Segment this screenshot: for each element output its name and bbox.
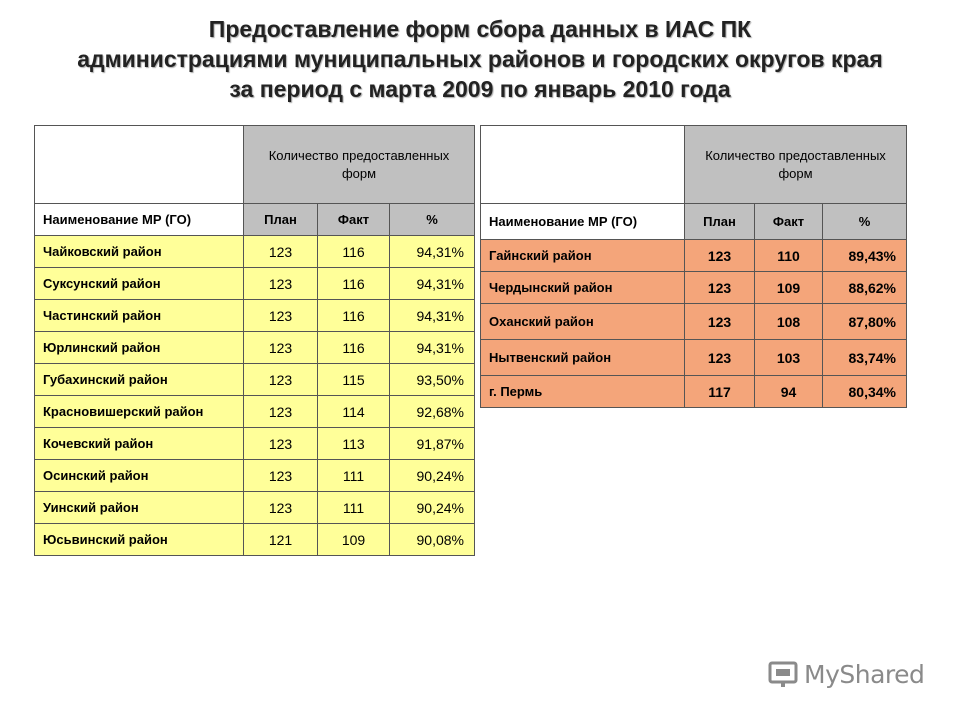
title-line-1: Предоставление форм сбора данных в ИАС ПК xyxy=(208,16,752,42)
fact-value: 113 xyxy=(318,428,390,460)
fact-value: 116 xyxy=(318,236,390,268)
percent-value: 80,34% xyxy=(823,376,907,408)
header-fact: Факт xyxy=(755,204,823,240)
table-row xyxy=(35,332,475,364)
plan-value: 123 xyxy=(244,268,318,300)
table-row xyxy=(481,272,907,304)
percent-value: 90,08% xyxy=(390,524,475,556)
district-name: Юрлинский район xyxy=(35,332,244,364)
district-name: Уинский район xyxy=(35,492,244,524)
table-row xyxy=(35,396,475,428)
header-percent: % xyxy=(823,204,907,240)
fact-value: 103 xyxy=(755,340,823,376)
district-name: Юсьвинский район xyxy=(35,524,244,556)
plan-value: 117 xyxy=(685,376,755,408)
percent-value: 90,24% xyxy=(390,460,475,492)
percent-value: 92,68% xyxy=(390,396,475,428)
plan-value: 123 xyxy=(685,272,755,304)
percent-value: 94,31% xyxy=(390,268,475,300)
district-name: Чайковский район xyxy=(35,236,244,268)
fact-value: 114 xyxy=(318,396,390,428)
percent-value: 89,43% xyxy=(823,240,907,272)
plan-value: 123 xyxy=(244,300,318,332)
percent-value: 94,31% xyxy=(390,332,475,364)
presentation-icon xyxy=(768,659,798,689)
table-row xyxy=(35,492,475,524)
district-name: Частинский район xyxy=(35,300,244,332)
plan-value: 123 xyxy=(244,396,318,428)
table-row xyxy=(35,524,475,556)
fact-value: 109 xyxy=(755,272,823,304)
header-plan: План xyxy=(685,204,755,240)
header-name: Наименование МР (ГО) xyxy=(481,204,685,240)
plan-value: 123 xyxy=(244,492,318,524)
table-row xyxy=(481,304,907,340)
watermark-text: MyShared xyxy=(804,659,925,689)
district-name: Нытвенский район xyxy=(481,340,685,376)
table-row xyxy=(35,236,475,268)
table-row xyxy=(481,240,907,272)
plan-value: 123 xyxy=(685,240,755,272)
district-name: Губахинский район xyxy=(35,364,244,396)
table-row xyxy=(35,268,475,300)
table-row xyxy=(35,460,475,492)
percent-value: 94,31% xyxy=(390,300,475,332)
header-group xyxy=(244,126,475,204)
table-row xyxy=(481,376,907,408)
watermark xyxy=(768,656,924,692)
header-blank-cell xyxy=(481,126,685,204)
district-name: Чердынский район xyxy=(481,272,685,304)
right-table xyxy=(480,125,907,408)
header-percent: % xyxy=(390,204,475,236)
fact-value: 116 xyxy=(318,268,390,300)
header-fact: Факт xyxy=(318,204,390,236)
table-row xyxy=(35,364,475,396)
table-row xyxy=(35,428,475,460)
percent-value: 87,80% xyxy=(823,304,907,340)
percent-value: 91,87% xyxy=(390,428,475,460)
district-name: Кочевский район xyxy=(35,428,244,460)
percent-value: 83,74% xyxy=(823,340,907,376)
district-name: Гайнский район xyxy=(481,240,685,272)
fact-value: 116 xyxy=(318,300,390,332)
district-name: Осинский район xyxy=(35,460,244,492)
plan-value: 123 xyxy=(244,428,318,460)
fact-value: 108 xyxy=(755,304,823,340)
header-blank-cell xyxy=(35,126,244,204)
percent-value: 88,62% xyxy=(823,272,907,304)
percent-value: 94,31% xyxy=(390,236,475,268)
percent-value: 90,24% xyxy=(390,492,475,524)
plan-value: 121 xyxy=(244,524,318,556)
header-group-label: Количество предоставленных форм xyxy=(268,147,450,181)
plan-value: 123 xyxy=(685,340,755,376)
header-name: Наименование МР (ГО) xyxy=(35,204,244,236)
title-line-2: администрациями муниципальных районов и городских округов края xyxy=(77,46,883,72)
header-group xyxy=(685,126,907,204)
header-group-label: Количество предоставленных форм xyxy=(705,147,886,181)
header-plan: План xyxy=(244,204,318,236)
fact-value: 109 xyxy=(318,524,390,556)
fact-value: 116 xyxy=(318,332,390,364)
title-line-3: за период с марта 2009 по январь 2010 года xyxy=(229,76,731,102)
left-table xyxy=(34,125,475,556)
plan-value: 123 xyxy=(244,332,318,364)
table-row xyxy=(35,300,475,332)
fact-value: 94 xyxy=(755,376,823,408)
plan-value: 123 xyxy=(244,236,318,268)
plan-value: 123 xyxy=(244,364,318,396)
fact-value: 115 xyxy=(318,364,390,396)
percent-value: 93,50% xyxy=(390,364,475,396)
district-name: Красновишерский район xyxy=(35,396,244,428)
fact-value: 111 xyxy=(318,460,390,492)
district-name: г. Пермь xyxy=(481,376,685,408)
fact-value: 110 xyxy=(755,240,823,272)
page-title xyxy=(0,14,960,104)
plan-value: 123 xyxy=(685,304,755,340)
district-name: Оханский район xyxy=(481,304,685,340)
fact-value: 111 xyxy=(318,492,390,524)
table-row xyxy=(481,340,907,376)
district-name: Суксунский район xyxy=(35,268,244,300)
plan-value: 123 xyxy=(244,460,318,492)
